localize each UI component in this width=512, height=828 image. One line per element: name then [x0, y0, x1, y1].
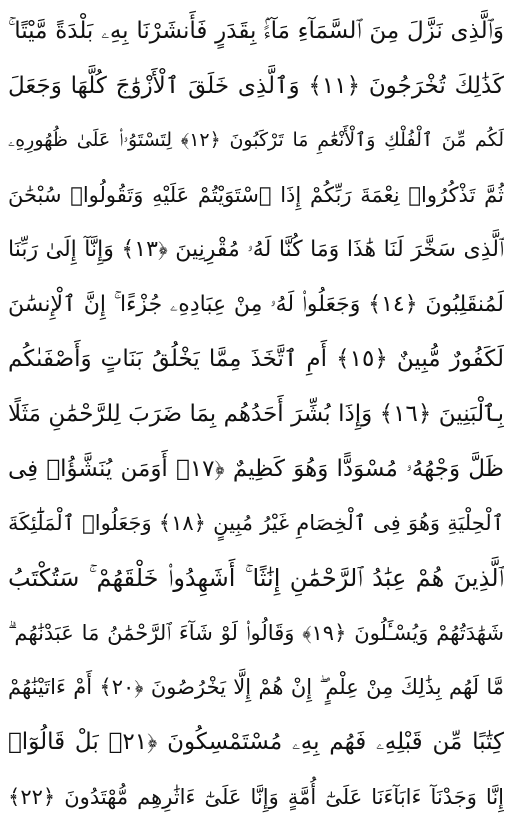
text-line-1: وَٱلَّذِى نَزَّلَ مِنَ ٱلسَّمَآءِ مَآءًۢ بِقَدَرٍ فَأَنشَرْنَا بِهِۦ بَلْدَةً مَّيْتًا ۚ: [8, 18, 504, 44]
text-line-7: لَكَفُورٌ مُّبِينٌ ﴿١٥﴾ أَمِ ٱتَّخَذَ مِمَّا يَخْلُقُ بَنَاتٍ وَأَصْفَىٰكُم: [8, 346, 504, 373]
text-line-9: ظَلَّ وَجْهُهُۥ مُسْوَدًّا وَهُوَ كَظِيمٌ ﴿١٧﴾ أَوَمَن يُنَشَّؤُا۟ فِى: [8, 455, 504, 482]
text-line-3: لَكُم مِّنَ ٱلْفُلْكِ وَٱلْأَنْعَٰمِ مَا تَرْكَبُونَ ﴿١٢﴾ لِتَسْتَوُۥا۟ عَلَىٰ ظُهُورِهِۦ: [8, 129, 504, 152]
text-line-13: مَّا لَهُم بِذَٰلِكَ مِنْ عِلْمٍ ۖ إِنْ هُمْ إِلَّا يَخْرُصُونَ ﴿٢٠﴾ أَمْ ءَاتَيْنَٰهُمْ: [8, 675, 504, 700]
text-line-11: ٱلَّذِينَ هُمْ عِبَٰدُ ٱلرَّحْمَٰنِ إِنَٰثًا ۚ أَشَهِدُوا۟ خَلْقَهُمْ ۚ سَتُكْتَبُ: [8, 564, 504, 593]
text-line-12: شَهَٰدَتُهُمْ وَيُسْـَٔلُونَ ﴿١٩﴾ وَقَالُوا۟ لَوْ شَآءَ ٱلرَّحْمَٰنُ مَا عَبَدْنَٰهُم ۗ: [8, 620, 504, 645]
text-line-5: ٱلَّذِى سَخَّرَ لَنَا هَٰذَا وَمَا كُنَّا لَهُۥ مُقْرِنِينَ ﴿١٣﴾ وَإِنَّآ إِلَىٰ رَبِّنَا: [8, 236, 504, 262]
text-line-4: ثُمَّ تَذْكُرُوا۟ نِعْمَةَ رَبِّكُمْ إِذَا ٱسْتَوَيْتُمْ عَلَيْهِ وَتَقُولُوا۟ سُبْحَٰنَ: [8, 183, 504, 208]
quran-text: [8, 6, 504, 822]
text-line-6: لَمُنقَلِبُونَ ﴿١٤﴾ وَجَعَلُوا۟ لَهُۥ مِنْ عِبَادِهِۦ جُزْءًا ۚ إِنَّ ٱلْإِنسَٰنَ: [8, 291, 504, 317]
text-line-15: إِنَّا وَجَدْنَآ ءَابَآءَنَا عَلَىٰٓ أُمَّةٍ وَإِنَّا عَلَىٰٓ ءَاثَٰرِهِم مُّهْتَدُونَ ﴿٢٢﴾: [8, 784, 504, 809]
text-line-8: بِٱلْبَنِينَ ﴿١٦﴾ وَإِذَا بُشِّرَ أَحَدُهُم بِمَا ضَرَبَ لِلرَّحْمَٰنِ مَثَلًا: [8, 400, 504, 427]
text-line-10: ٱلْحِلْيَةِ وَهُوَ فِى ٱلْخِصَامِ غَيْرُ مُبِينٍ ﴿١٨﴾ وَجَعَلُوا۟ ٱلْمَلَٰٓئِكَةَ: [8, 511, 504, 536]
text-line-2: كَذَٰلِكَ تُخْرَجُونَ ﴿١١﴾ وَٱلَّذِى خَلَقَ ٱلْأَزْوَٰجَ كُلَّهَا وَجَعَلَ: [8, 72, 504, 99]
text-line-14: كِتَٰبًا مِّن قَبْلِهِۦ فَهُم بِهِۦ مُسْتَمْسِكُونَ ﴿٢١﴾ بَلْ قَالُوٓا۟: [8, 729, 504, 756]
